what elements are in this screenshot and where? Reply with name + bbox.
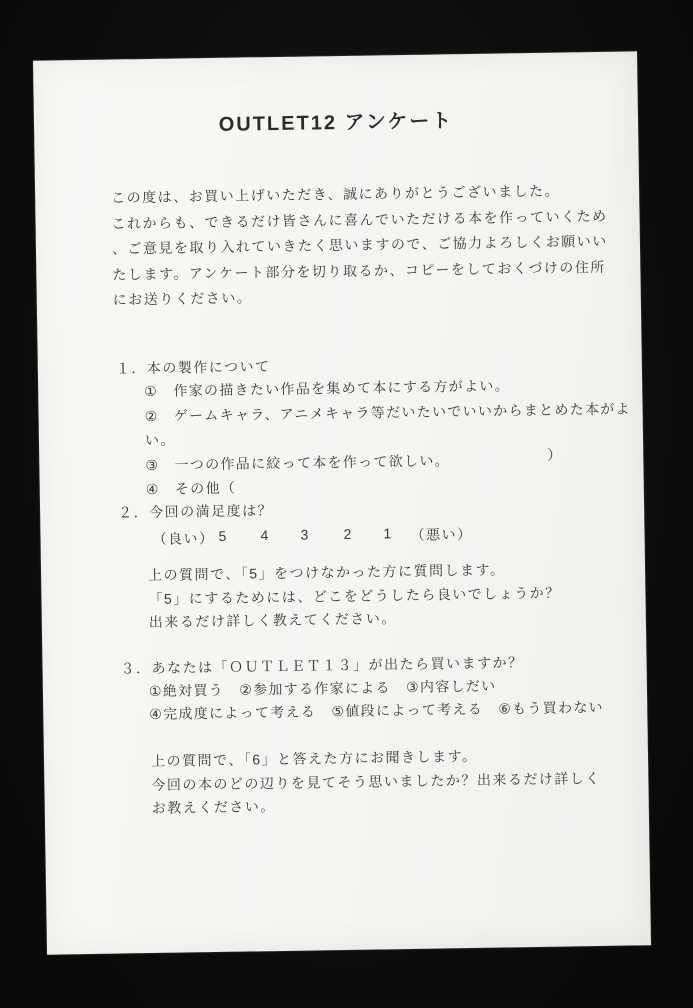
question-2-notes xyxy=(148,557,629,635)
question-1-option: ① 作家の描きたい作品を集めて本にする方がよい。 xyxy=(144,377,511,400)
scale-value-5: 5 xyxy=(218,527,228,544)
satisfaction-scale xyxy=(40,521,644,552)
intro-line: 、ご意見を取り入れていきたく思いますので、ご協力よろしくお願いい xyxy=(111,232,608,257)
intro-line: にお送りください。 xyxy=(112,289,253,308)
question-1-option: ③ 一つの作品に絞って本を作って欲しい。 xyxy=(145,451,451,473)
question-1-options xyxy=(144,371,641,501)
question-3-option-line: ④完成度によって考える ⑤値段によって考える ⑥もう買わない xyxy=(149,698,605,722)
question-3-note-line: 上の質問で、「6」と答えた方にお聞きします。 xyxy=(150,747,478,770)
question-3-header: ３．あなたは「ＯＵＴＬＥＴ１３」が出たら買いますか？ xyxy=(120,654,524,677)
question-2-note-line: 出来るだけ詳しく教えてください。 xyxy=(148,610,397,631)
question-3-note-line: お教えください。 xyxy=(151,798,276,817)
question-3-note-line: 今回の本のどの辺りを見てそう思いましたか？出来るだけ詳しく xyxy=(151,769,601,793)
question-3-options xyxy=(149,672,650,725)
scale-value-1: 1 xyxy=(383,525,393,542)
question-2-note-line: 「5」にするためには、どこをどうしたら良いでしょうか？ xyxy=(148,584,561,607)
intro-line: これからも、できるだけ皆さんに喜んでいただける本を作っていくため xyxy=(111,207,608,232)
page-title: OUTLET12 アンケート xyxy=(218,110,454,136)
other-answer-paren-close: ） xyxy=(547,446,562,463)
question-1-option: ④ その他（ xyxy=(145,479,237,498)
question-3-option-line: ①絶対買う ②参加する作家による ③内容しだい xyxy=(148,677,497,700)
intro-line: この度は、お買い上げいただき、誠にありがとうございました。 xyxy=(111,182,561,206)
question-2-note-line: 上の質問で、「5」をつけなかった方に質問します。 xyxy=(147,561,506,584)
question-2-header: ２．今回の満足度は？ xyxy=(117,502,274,521)
scale-value-3: 3 xyxy=(300,526,310,543)
scale-value-2: 2 xyxy=(343,525,353,542)
question-3-notes xyxy=(151,742,632,820)
scale-label-bad: （悪い） xyxy=(410,525,473,543)
intro-line: たします。アンケート部分を切り取るか、コピーをしておくづけの住所 xyxy=(112,258,606,283)
question-1-header: １．本の製作について xyxy=(115,358,271,377)
question-1-option: ② ゲームキャラ、アニメキャラ等だいたいでいいからまとめた本がよい。 xyxy=(144,399,632,449)
questionnaire-page xyxy=(33,51,651,954)
scale-label-good: （良い） xyxy=(152,530,215,547)
intro-paragraph xyxy=(111,178,613,313)
scale-value-4: 4 xyxy=(260,527,270,544)
